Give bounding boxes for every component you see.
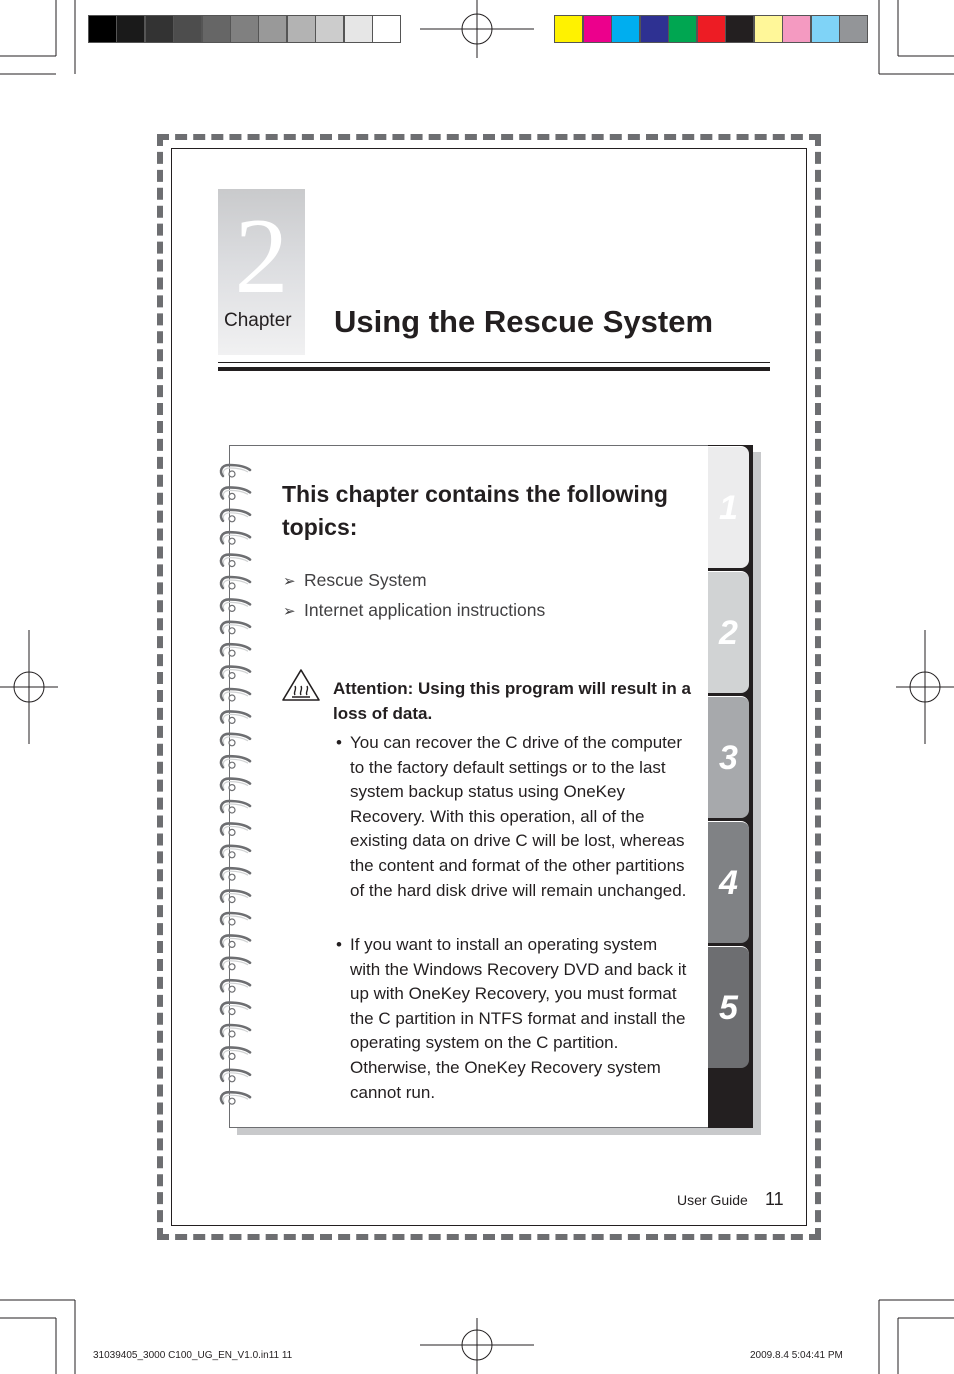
gray-swatch (344, 15, 373, 43)
arrow-bullet-icon: ➢ (283, 603, 296, 620)
binding-ring (221, 1047, 250, 1059)
binding-ring (221, 599, 250, 611)
title-rule-thick (218, 367, 770, 371)
color-swatch (554, 15, 583, 43)
binding-ring (221, 823, 250, 835)
gray-swatch (145, 15, 174, 43)
binding-ring (221, 465, 250, 477)
chapter-tab-4[interactable]: 4 (708, 821, 749, 943)
bullet-marker: • (336, 935, 342, 954)
binding-ring (221, 577, 250, 589)
binding-ring (221, 980, 250, 992)
topic-item (283, 600, 545, 621)
color-swatch (697, 15, 726, 43)
gray-swatch (287, 15, 316, 43)
binding-ring (221, 711, 250, 723)
binding-ring (221, 734, 250, 746)
footer-guide-label: User Guide (677, 1192, 748, 1208)
color-swatch (782, 15, 811, 43)
gray-swatch (372, 15, 401, 43)
binding-ring (221, 689, 250, 701)
page-title: Using the Rescue System (334, 304, 714, 339)
title-rule (218, 362, 770, 363)
color-swatch (668, 15, 697, 43)
gray-swatch (202, 15, 231, 43)
binding-ring (221, 913, 250, 925)
color-swatch (839, 15, 868, 43)
binding-ring (221, 779, 250, 791)
binding-ring (221, 846, 250, 858)
gray-swatch (230, 15, 259, 43)
binding-ring (221, 555, 250, 567)
topic-label: Internet application instructions (304, 600, 546, 620)
chapter-tab-3[interactable]: 3 (708, 696, 749, 818)
arrow-bullet-icon: ➢ (283, 573, 296, 590)
color-swatch (754, 15, 783, 43)
print-slug-timestamp: 2009.8.4 5:04:41 PM (750, 1350, 843, 1361)
color-swatch (611, 15, 640, 43)
attention-text: Attention: Using this program will result in a loss of data. (333, 679, 691, 723)
binding-ring (221, 891, 250, 903)
hot-surface-warning-icon (281, 668, 321, 702)
binding-ring (221, 487, 250, 499)
binding-ring (221, 1025, 250, 1037)
gray-swatch (88, 15, 117, 43)
gray-swatch (173, 15, 202, 43)
binding-ring (221, 958, 250, 970)
chapter-tab-2[interactable]: 2 (708, 571, 749, 693)
binding-ring (221, 868, 250, 880)
warning-bullet: If you want to install an operating system with the Windows Recovery DVD and back it up with OneKey Recovery, you must format the C partition in NTFS format and install the operating system on the C partition. Otherwise, the OneKey Recovery system cannot run. (350, 935, 687, 1102)
warning-bullet: You can recover the C drive of the computer to the factory default settings or to the last system backup status using OneKey Recovery. With this operation, all of the existing data on drive C will be lost, whereas the content and format of the other partitions of the hard disk drive will remain unchanged. (350, 733, 687, 900)
color-swatch (811, 15, 840, 43)
binding-ring (221, 667, 250, 679)
topic-label: Rescue System (304, 570, 427, 590)
binding-ring (221, 1070, 250, 1082)
binding-ring (221, 532, 250, 544)
binding-ring (221, 1003, 250, 1015)
topic-item (283, 570, 427, 591)
binding-ring (221, 622, 250, 634)
gray-swatch (116, 15, 145, 43)
chapter-tab-1[interactable]: 1 (708, 446, 749, 568)
color-swatch (725, 15, 754, 43)
binding-ring (221, 1092, 250, 1104)
binding-ring (221, 801, 250, 813)
gray-swatch (258, 15, 287, 43)
color-swatch (583, 15, 612, 43)
binding-ring (221, 510, 250, 522)
card-heading: This chapter contains the following topics: (282, 481, 668, 540)
binding-ring (221, 644, 250, 656)
spiral-binding-rings (217, 462, 257, 1122)
gray-swatch (315, 15, 344, 43)
chapter-tab-5[interactable]: 5 (708, 946, 749, 1068)
chapter-number: 2 (234, 197, 289, 316)
bullet-marker: • (336, 733, 342, 752)
print-slug-filename: 31039405_3000 C100_UG_EN_V1.0.in11 11 (93, 1350, 293, 1361)
color-swatch (640, 15, 669, 43)
chapter-label: Chapter (224, 310, 292, 331)
page-number: 11 (765, 1189, 784, 1209)
binding-ring (221, 756, 250, 768)
binding-ring (221, 935, 250, 947)
